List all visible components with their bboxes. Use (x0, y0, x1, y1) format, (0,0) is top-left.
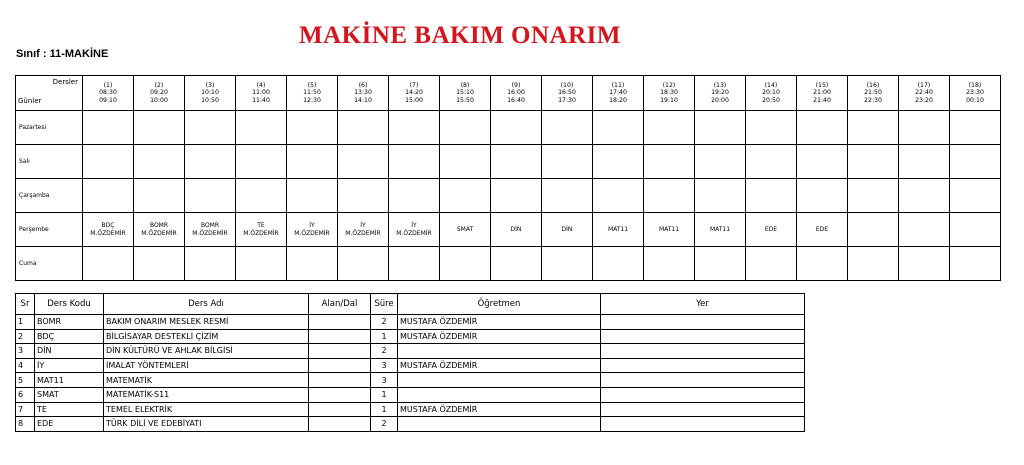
schedule-cell (644, 111, 695, 145)
day-row (16, 247, 1001, 281)
day-name: Çarşamba (16, 179, 83, 213)
schedule-cell (389, 145, 440, 179)
schedule-cell (491, 179, 542, 213)
period-header-4 (236, 76, 287, 111)
schedule-cell (746, 213, 797, 247)
period-header-9 (491, 76, 542, 111)
period-num: (8) (460, 82, 470, 90)
lesson-teacher: M.ÖZDEMİR (294, 229, 330, 237)
schedule-cell (542, 111, 593, 145)
lesson-code: MAT11 (658, 225, 680, 233)
schedule-cell (83, 179, 134, 213)
schedule-cell (338, 179, 389, 213)
period-num: (18) (968, 82, 982, 90)
period-end: 20:00 (711, 96, 729, 104)
period-start: 14:20 (405, 89, 423, 97)
schedule-cell (899, 179, 950, 213)
schedule-cell (593, 111, 644, 145)
schedule-cell (746, 111, 797, 145)
schedule-cell (440, 111, 491, 145)
schedule-cell (185, 179, 236, 213)
schedule-cell (491, 111, 542, 145)
course-duration: 2 (371, 315, 398, 330)
day-row (16, 213, 1001, 247)
course-row (16, 344, 805, 359)
period-end: 19:10 (660, 96, 678, 104)
lesson-code: İY (411, 222, 417, 229)
course-row (16, 315, 805, 330)
period-num: (14) (764, 82, 778, 90)
schedule-cell (746, 179, 797, 213)
schedule-cell (236, 247, 287, 281)
period-num: (6) (358, 82, 368, 90)
schedule-cell (236, 213, 287, 247)
schedule-cell (593, 213, 644, 247)
period-num: (10) (560, 82, 574, 90)
course-sr: 1 (16, 315, 35, 330)
schedule-cell (236, 145, 287, 179)
lesson-code: SMAT (456, 225, 474, 233)
day-row (16, 111, 1001, 145)
period-start: 23:30 (966, 89, 984, 97)
period-end: 14:10 (354, 96, 372, 104)
course-name: MATEMATİK-S11 (104, 387, 309, 402)
period-end: 16:40 (507, 96, 525, 104)
lesson-code: EDE (764, 225, 778, 233)
course-place (601, 387, 805, 402)
col-header-code: Ders Kodu (35, 294, 104, 315)
schedule-cell (797, 179, 848, 213)
course-area (309, 315, 371, 330)
course-duration: 1 (371, 329, 398, 344)
schedule-cell (950, 179, 1001, 213)
schedule-cell (287, 145, 338, 179)
schedule-cell (797, 111, 848, 145)
lesson-code: BDÇ (101, 222, 115, 229)
period-start: 11:00 (252, 89, 270, 97)
course-duration: 1 (371, 402, 398, 417)
period-start: 18:30 (660, 89, 678, 97)
course-place (601, 402, 805, 417)
period-header-7 (389, 76, 440, 111)
schedule-cell (83, 111, 134, 145)
period-header-17 (899, 76, 950, 111)
schedule-cell (185, 247, 236, 281)
period-end: 20:50 (762, 96, 780, 104)
schedule-cell (746, 247, 797, 281)
schedule-cell (491, 213, 542, 247)
schedule-cell (797, 213, 848, 247)
day-row (16, 179, 1001, 213)
period-end: 00:10 (966, 96, 984, 104)
period-header-2 (134, 76, 185, 111)
period-start: 16:00 (507, 89, 525, 97)
schedule-cell (338, 111, 389, 145)
period-start: 11:50 (303, 89, 321, 97)
schedule-cell (542, 247, 593, 281)
schedule-cell (338, 213, 389, 247)
course-place (601, 373, 805, 388)
period-header-15 (797, 76, 848, 111)
period-header-16 (848, 76, 899, 111)
course-name: BİLGİSAYAR DESTEKLİ ÇİZİM (104, 329, 309, 344)
course-sr: 8 (16, 417, 35, 432)
schedule-cell (440, 247, 491, 281)
course-area (309, 358, 371, 373)
lesson-code: İY (360, 222, 366, 229)
schedule-cell (287, 179, 338, 213)
col-header-place: Yer (601, 294, 805, 315)
lesson-teacher: M.ÖZDEMİR (243, 229, 279, 237)
period-header-13 (695, 76, 746, 111)
course-name: BAKIM ONARIM MESLEK RESMİ (104, 315, 309, 330)
schedule-cell (695, 145, 746, 179)
lesson-code: DİN (561, 225, 573, 233)
period-header-1 (83, 76, 134, 111)
schedule-cell (185, 145, 236, 179)
schedule-cell (338, 247, 389, 281)
col-header-name: Ders Adı (104, 294, 309, 315)
course-row (16, 329, 805, 344)
weekly-schedule-table (15, 75, 1001, 281)
schedule-cell (236, 111, 287, 145)
course-teacher: MUSTAFA ÖZDEMİR (398, 358, 601, 373)
schedule-cell (338, 145, 389, 179)
lesson-teacher: M.ÖZDEMİR (396, 229, 432, 237)
schedule-cell (440, 145, 491, 179)
course-sr: 4 (16, 358, 35, 373)
period-header-10 (542, 76, 593, 111)
period-num: (12) (662, 82, 676, 90)
course-area (309, 402, 371, 417)
schedule-cell (950, 145, 1001, 179)
schedule-cell (950, 111, 1001, 145)
lesson-teacher: M.ÖZDEMİR (90, 229, 126, 237)
lesson-code: DİN (510, 225, 522, 233)
schedule-cell (899, 111, 950, 145)
schedule-cell (644, 179, 695, 213)
schedule-cell (83, 247, 134, 281)
course-area (309, 387, 371, 402)
schedule-cell (695, 111, 746, 145)
course-row (16, 402, 805, 417)
period-end: 23:20 (915, 96, 933, 104)
period-num: (15) (815, 82, 829, 90)
schedule-cell (695, 179, 746, 213)
period-header-11 (593, 76, 644, 111)
period-end: 17:30 (558, 96, 576, 104)
schedule-cell (593, 179, 644, 213)
schedule-cell (746, 145, 797, 179)
day-name: Salı (16, 145, 83, 179)
period-end: 15:50 (456, 96, 474, 104)
course-area (309, 329, 371, 344)
course-sr: 3 (16, 344, 35, 359)
lesson-code: BOMR (149, 222, 169, 229)
period-header-5 (287, 76, 338, 111)
period-end: 12:30 (303, 96, 321, 104)
course-area (309, 417, 371, 432)
period-start: 21:50 (864, 89, 882, 97)
period-num: (3) (205, 82, 215, 90)
period-end: 11:40 (252, 96, 270, 104)
schedule-cell (848, 145, 899, 179)
col-header-area: Alan/Dal (309, 294, 371, 315)
course-code: BDÇ (35, 329, 104, 344)
course-name: MATEMATİK (104, 373, 309, 388)
course-teacher (398, 373, 601, 388)
course-sr: 7 (16, 402, 35, 417)
schedule-cell (491, 247, 542, 281)
course-duration: 2 (371, 417, 398, 432)
schedule-cell (389, 213, 440, 247)
course-area (309, 373, 371, 388)
course-duration: 2 (371, 344, 398, 359)
course-sr: 5 (16, 373, 35, 388)
schedule-cell (950, 213, 1001, 247)
course-duration: 1 (371, 387, 398, 402)
period-num: (11) (611, 82, 625, 90)
course-header-row (16, 294, 805, 315)
schedule-cell (797, 145, 848, 179)
schedule-cell (236, 179, 287, 213)
period-num: (13) (713, 82, 727, 90)
course-row (16, 417, 805, 432)
schedule-corner-cell (16, 76, 83, 111)
period-start: 16:50 (558, 89, 576, 97)
period-end: 22:30 (864, 96, 882, 104)
period-start: 17:40 (609, 89, 627, 97)
period-header-18 (950, 76, 1001, 111)
course-teacher: MUSTAFA ÖZDEMİR (398, 315, 601, 330)
course-place (601, 315, 805, 330)
course-place (601, 417, 805, 432)
course-duration: 3 (371, 358, 398, 373)
schedule-cell (134, 247, 185, 281)
lesson-code: MAT11 (607, 225, 629, 233)
period-start: 09:20 (150, 89, 168, 97)
course-teacher (398, 344, 601, 359)
period-end: 18:20 (609, 96, 627, 104)
schedule-cell (440, 213, 491, 247)
period-start: 21:00 (813, 89, 831, 97)
period-num: (1) (103, 82, 113, 90)
course-list-table (15, 293, 805, 432)
course-place (601, 329, 805, 344)
schedule-cell (848, 111, 899, 145)
lesson-teacher: M.ÖZDEMİR (141, 229, 177, 237)
schedule-cell (83, 213, 134, 247)
day-name: Pazartesi (16, 111, 83, 145)
schedule-cell (542, 145, 593, 179)
day-name: Cuma (16, 247, 83, 281)
course-area (309, 344, 371, 359)
course-name: İMALAT YÖNTEMLERİ (104, 358, 309, 373)
schedule-cell (542, 179, 593, 213)
course-teacher (398, 417, 601, 432)
schedule-cell (134, 111, 185, 145)
course-teacher: MUSTAFA ÖZDEMİR (398, 402, 601, 417)
schedule-cell (899, 213, 950, 247)
corner-periods-label: Dersler (52, 78, 78, 86)
period-num: (16) (866, 82, 880, 90)
period-start: 20:10 (762, 89, 780, 97)
period-start: 15:10 (456, 89, 474, 97)
course-code: MAT11 (35, 373, 104, 388)
corner-days-label: Günler (18, 96, 42, 105)
lesson-code: MAT11 (709, 225, 731, 233)
schedule-cell (185, 213, 236, 247)
period-num: (2) (154, 82, 164, 90)
schedule-cell (83, 145, 134, 179)
course-sr: 2 (16, 329, 35, 344)
schedule-cell (899, 247, 950, 281)
period-header-12 (644, 76, 695, 111)
schedule-cell (134, 145, 185, 179)
period-num: (7) (409, 82, 419, 90)
lesson-code: TE (257, 222, 265, 229)
course-code: SMAT (35, 387, 104, 402)
col-header-duration: Süre (371, 294, 398, 315)
schedule-cell (134, 213, 185, 247)
schedule-cell (593, 145, 644, 179)
course-place (601, 358, 805, 373)
period-start: 22:40 (915, 89, 933, 97)
period-start: 13:30 (354, 89, 372, 97)
schedule-cell (134, 179, 185, 213)
schedule-cell (848, 247, 899, 281)
day-row (16, 145, 1001, 179)
period-start: 19:20 (711, 89, 729, 97)
schedule-cell (695, 213, 746, 247)
lesson-code: BOMR (200, 222, 220, 229)
period-num: (4) (256, 82, 266, 90)
course-code: EDE (35, 417, 104, 432)
period-header-6 (338, 76, 389, 111)
schedule-cell (287, 213, 338, 247)
schedule-cell (899, 145, 950, 179)
schedule-cell (542, 213, 593, 247)
course-row (16, 373, 805, 388)
period-num: (9) (511, 82, 521, 90)
course-name: TEMEL ELEKTRİK (104, 402, 309, 417)
course-row (16, 387, 805, 402)
course-name: TÜRK DİLİ VE EDEBİYATI (104, 417, 309, 432)
period-header-14 (746, 76, 797, 111)
schedule-header-row (16, 76, 1001, 111)
schedule-cell (593, 247, 644, 281)
period-start: 08:30 (99, 89, 117, 97)
lesson-code: İY (309, 222, 315, 229)
schedule-cell (440, 179, 491, 213)
schedule-cell (797, 247, 848, 281)
period-end: 15:00 (405, 96, 423, 104)
schedule-cell (695, 247, 746, 281)
course-code: İY (35, 358, 104, 373)
schedule-cell (644, 145, 695, 179)
period-num: (17) (917, 82, 931, 90)
period-num: (5) (307, 82, 317, 90)
lesson-teacher: M.ÖZDEMİR (192, 229, 228, 237)
col-header-teacher: Öğretmen (398, 294, 601, 315)
schedule-cell (644, 247, 695, 281)
course-row (16, 358, 805, 373)
course-duration: 3 (371, 373, 398, 388)
period-end: 10:00 (150, 96, 168, 104)
schedule-cell (287, 111, 338, 145)
course-teacher (398, 387, 601, 402)
period-header-3 (185, 76, 236, 111)
course-teacher: MUSTAFA ÖZDEMİR (398, 329, 601, 344)
col-header-sr: Sr (16, 294, 35, 315)
period-end: 09:10 (99, 96, 117, 104)
course-code: DİN (35, 344, 104, 359)
schedule-cell (389, 179, 440, 213)
schedule-cell (287, 247, 338, 281)
course-code: TE (35, 402, 104, 417)
day-name: Perşembe (16, 213, 83, 247)
schedule-cell (950, 247, 1001, 281)
schedule-cell (389, 247, 440, 281)
lesson-code: EDE (815, 225, 829, 233)
class-label: Sınıf : 11-MAKİNE (16, 48, 109, 60)
period-end: 21:40 (813, 96, 831, 104)
schedule-cell (848, 179, 899, 213)
course-sr: 6 (16, 387, 35, 402)
period-start: 10:10 (201, 89, 219, 97)
schedule-cell (644, 213, 695, 247)
schedule-cell (389, 111, 440, 145)
page-title: MAKİNE BAKIM ONARIM (299, 22, 621, 49)
schedule-cell (491, 145, 542, 179)
schedule-cell (185, 111, 236, 145)
course-code: BOMR (35, 315, 104, 330)
course-name: DİN KÜLTÜRÜ VE AHLAK BİLGİSİ (104, 344, 309, 359)
course-place (601, 344, 805, 359)
schedule-cell (848, 213, 899, 247)
period-header-8 (440, 76, 491, 111)
period-end: 10:50 (201, 96, 219, 104)
lesson-teacher: M.ÖZDEMİR (345, 229, 381, 237)
